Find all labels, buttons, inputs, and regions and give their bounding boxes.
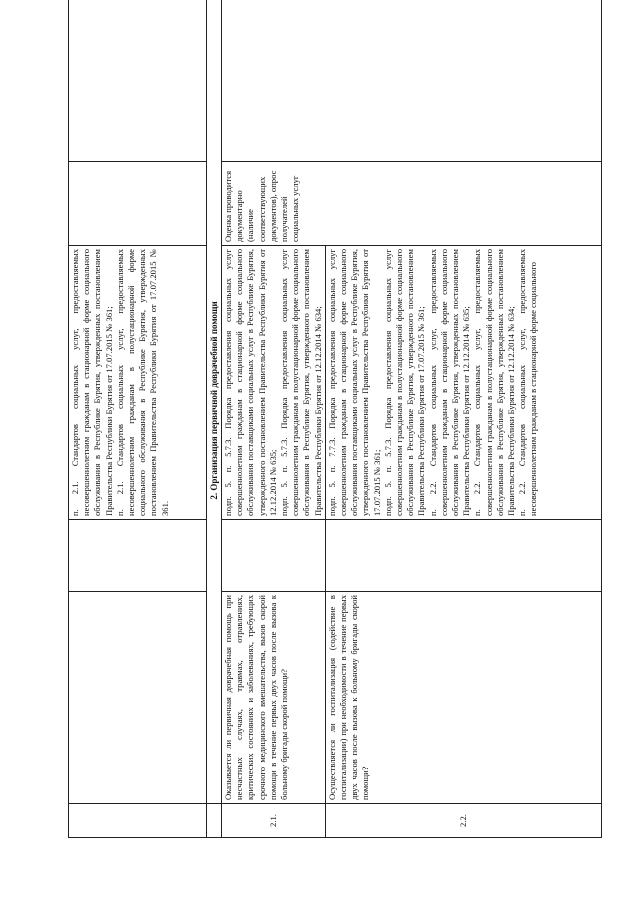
empty-cell	[222, 520, 326, 592]
section-title: 2. Организация первичной доврачебной помощи	[207, 0, 222, 804]
reference-text: п. 2.2. Стандартов социальных услуг, предоставляемых совершеннолетним гражданам в стационарной форме социального обслуживания в Республике Бурятия, утвержденных постановлением Правительства Республики Бурятия от 12.12.2014 № 635;	[427, 249, 472, 516]
empty-cell	[325, 520, 601, 592]
references-cell	[222, 246, 326, 520]
table-row	[222, 0, 326, 838]
row-number	[69, 804, 207, 838]
references-cell	[69, 246, 207, 520]
method-cell: Оценка проводится документарно (наличие соответствующих документов), опрос получателей социальных услуг	[222, 162, 602, 246]
question-cell: Оказывается ли первичная доврачебная помощь при несчастных случаях, травмах, отравлениях, критических состояниях и заболеваниях, требующих срочного медицинского вмешательства, вызов скорой помощи в течение первых двух часов после вызова к больному бригады скорой помощи?	[222, 592, 326, 804]
reference-text: подп. 5. п. 5.7.3. Порядка предоставления социальных услуг совершеннолетним гражданам в стационарной форме социального обслуживания поставщиками социальных услуг в Республике Бурятия, утвержденного постановлением Правительства Республики Бурятия от 12.12.2014 № 635;	[223, 249, 278, 516]
empty-cell	[69, 0, 207, 162]
question-cell: Осуществляется ли госпитализация (содействие в госпитализации) при необходимости в течение первых двух часов после вызова к больному бригады скорой помощи?	[325, 592, 601, 804]
reference-text: п. 2.2. Стандартов социальных услуг, предоставляемых совершеннолетним гражданам в полустационарной форме социального обслуживания в Республике Бурятия, утвержденных постановлением Правительства Республики Бурятия от 12.12.2014 № 634;	[472, 249, 517, 516]
reference-text: подп. 5. п. 5.7.3. Порядка предоставления социальных услуг совершеннолетним гражданам в полустационарной форме социального обслуживания в Республике Бурятия, утвержденного постановлением Правительства Республики Бурятия от 17.07.2015 № 361;	[382, 249, 427, 516]
question-cell	[69, 592, 207, 804]
reference-text: п. 2.2. Стандартов социальных услуг, предоставляемых несовершеннолетним гражданам в стационарной форме социального	[517, 249, 539, 516]
empty-cell	[207, 804, 222, 838]
row-number: 2.2.	[325, 804, 601, 838]
references-cell	[325, 246, 601, 520]
checklist-table	[68, 0, 602, 838]
reference-text: п. 2.1. Стандартов социальных услуг, предоставляемых несовершеннолетним гражданам в стационарной форме социального обслуживания в Республике Бурятия, утвержденных постановлением Правительства Республики Бурятия от 17.07.2015 № 361;	[70, 249, 114, 516]
reference-text: п. 2.1. Стандартов социальных услуг, предоставляемых несовершеннолетним гражданам в полустационарной форме социального обслуживания в Республике Бурятия, утвержденных постановлением Правительства Республики Бурятия от 17.07.2015 № 361.	[114, 249, 170, 516]
table-row	[69, 0, 207, 838]
section-row	[207, 0, 222, 838]
empty-cell	[69, 520, 207, 592]
empty-cell	[222, 0, 602, 162]
method-cell	[69, 162, 207, 246]
reference-text: подп. 5. п. 5.7.3. Порядка предоставления социальных услуг совершеннолетним гражданам в полустационарной форме социального обслуживания в Республике Бурятия, утвержденного постановлением Правительства Республики Бурятия от 12.12.2014 № 634;	[279, 249, 323, 516]
row-number: 2.1.	[222, 804, 326, 838]
rotated-sheet	[68, 0, 578, 838]
reference-text: подп. 5. п. 7.7.3. Порядка предоставления социальных услуг совершеннолетним гражданам в стационарной форме социального обслуживания поставщиками социальных услуг в Республике Бурятия, утвержденного постановлением Правительства Республики Бурятия от 17.07.2015 № 361;	[326, 249, 382, 516]
